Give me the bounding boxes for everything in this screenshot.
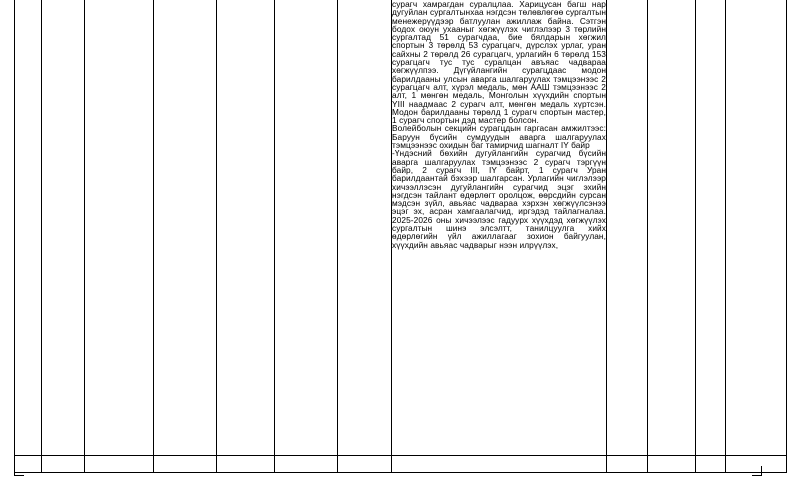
footer-cell-3 — [85, 456, 154, 473]
table-cell-col-1 — [15, 0, 42, 456]
footer-cell-10 — [648, 456, 696, 473]
footer-cell-11 — [696, 456, 726, 473]
table-cell-col-3 — [85, 0, 154, 456]
table-footer-row — [15, 456, 787, 473]
table-cell-col-5 — [217, 0, 275, 456]
footer-cell-2 — [42, 456, 85, 473]
table-cell-col-10 — [648, 0, 696, 456]
footer-cell-9 — [607, 456, 648, 473]
report-paragraph-3: -Үндэсний бөхийн дугуйлангийн сурагчид бүсийн аварга шалгаруулах тэмцээнээс 2 сурагч тэргүүн байр, 2 сурагч III, IY байрт, 1 сурагч Уран барилдаантай бэхээр шалгарсан. Урлагийн чиглэлээр хичээллэсэн дугуйлангийн сурагчид эцэг эхийн нэгдсэн тайлант өдөрлөгт оролцож, өөрсдийн сурсан мэдсэн зүйл, авьяас чадвараа хэрхэн хөгжүүлсэнээ эцэг эх, асран хамгаалагчид, иргэдэд тайлагналаа. 2025-2026 оны хичээлээс гадуурх хүүхдэд хөгжүүлэх сургалтын шинэ элсэлтт, танилцуулга хийх өдөрлөгийн үйл ажиллагааг зохион байгуулан, хүүхдийн авьяас чадварыг нээн илрүүлэх, — [392, 148, 606, 250]
crop-mark-bottom-right — [752, 466, 762, 476]
report-paragraph-1: сурагч хамрагдан суралцлаа. Харицусан багш нар дугуйлан сургалтынхаа нэгдсэн төлөвлөгөө сургалтын менежерүүдээр батлуулан ажиллаж байна. Сэтгэн бодох оюун ухааныг хөгжүүлэх чиглэлээр 3 төрлийн сургалтад 51 сурагчдаа, бие бялдарын хөгжил спортын 3 төрөлд 53 сурагцагч, дүрслэх урлаг, уран сайхны 2 төрөлд 26 сурагцагч, урлагийн 6 төрөлд 153 сурагцагч тус тус суралцан авъяас чадвараа хөгжүүлпээ. Дүгүйлангийн сурагцдаас модон барилдааны улсын аварга шалгаруулах тэмцээнээс 2 сурагцагч алт, хүрэл медаль, мөн ААШ тэмцээнээс 2 алт, 1 мөнгөн медаль, Монголын хүүхдийн спортын YIII наадмаас 2 сурагч алт, мөнгөн медаль хүртсэн. Модон барилдааны төрөлд 1 сурагч спортын мастер, 1 сурагч спортын дэд мастер болсон. — [392, 0, 606, 126]
footer-cell-5 — [217, 456, 275, 473]
table-row — [15, 0, 787, 456]
table-cell-col-12 — [726, 0, 787, 456]
crop-mark-bottom-left — [14, 466, 24, 476]
report-paragraph-2: Волейболын секцийн сурагцдын гаргасан амжилтээс: Баруун бүсийн сумдуудын аварга шалгаруулах тэмцээнээс охидын баг тамирчид шагналт IY байр — [392, 123, 606, 151]
table-cell-col-7 — [338, 0, 392, 456]
document-table — [14, 0, 787, 473]
table-cell-col-11 — [696, 0, 726, 456]
footer-cell-7 — [338, 456, 392, 473]
table-cell-col-6 — [275, 0, 338, 456]
footer-cell-8 — [392, 456, 607, 473]
footer-cell-6 — [275, 456, 338, 473]
table-cell-col-9 — [607, 0, 648, 456]
table-cell-col-2 — [42, 0, 85, 456]
table-cell-report-text — [392, 0, 607, 456]
footer-cell-4 — [154, 456, 217, 473]
table-cell-col-4 — [154, 0, 217, 456]
